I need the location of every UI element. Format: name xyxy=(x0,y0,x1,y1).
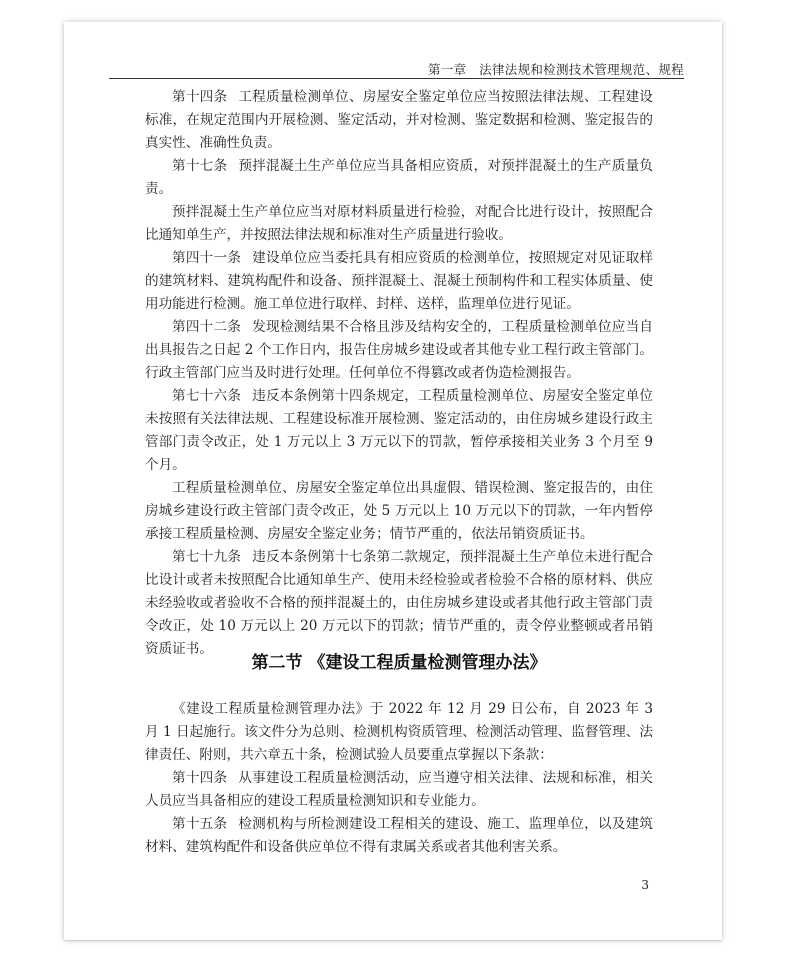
paragraph-text: 预拌混凝土生产单位应当对原材料质量进行检验，对配合比进行设计，按照配合比通知单生产，并按照法律法规和标准对生产质量进行验收。 xyxy=(145,204,653,243)
article-number: 第十七条 xyxy=(172,158,228,174)
paragraph xyxy=(145,546,653,661)
paragraph-text: 预拌混凝土生产单位应当具备相应资质，对预拌混凝土的生产质量负责。 xyxy=(145,158,654,197)
paragraph-text: 工程质量检测单位、房屋安全鉴定单位出具虚假、错误检测、鉴定报告的，由住房城乡建设行政主管部门责令改正，处 5 万元以上 10 万元以下的罚款，一年内暂停承接工程质量检测、房屋安全鉴定业务；情节严重的，依法吊销资质证书。 xyxy=(145,480,653,542)
paragraph-text: 工程质量检测单位、房屋安全鉴定单位应当按照法律法规、工程建设标准，在规定范围内开展检测、鉴定活动，并对检测、鉴定数据和检测、鉴定报告的真实性、准确性负责。 xyxy=(145,89,654,151)
paragraph xyxy=(145,86,653,155)
article-number: 第十四条 xyxy=(172,89,228,105)
paragraph xyxy=(145,698,653,767)
article-number: 第十四条 xyxy=(172,770,228,786)
body-text-block-1 xyxy=(145,86,653,661)
paragraph xyxy=(145,247,653,316)
paragraph xyxy=(145,155,653,201)
paragraph xyxy=(145,201,653,247)
paragraph-text: 检测机构与所检测建设工程相关的建设、施工、监理单位，以及建筑材料、建筑构配件和设备供应单位不得有隶属关系或者其他利害关系。 xyxy=(145,816,654,855)
paragraph xyxy=(145,767,653,813)
paragraph-text: 发现检测结果不合格且涉及结构安全的，工程质量检测单位应当自出具报告之日起 2 个工作日内，报告住房城乡建设或者其他专业工程行政主管部门。行政主管部门应当及时进行处理。任何单位不得篡改或者伪造检测报告。 xyxy=(145,319,654,381)
body-text-block-2 xyxy=(145,698,653,859)
paragraph xyxy=(145,385,653,477)
section-title: 第二节 《建设工程质量检测管理办法》 xyxy=(251,653,547,673)
article-number: 第七十六条 xyxy=(172,388,242,404)
paragraph-text: 违反本条例第十七条第二款规定，预拌混凝土生产单位未进行配合比设计或者未按照配合比通知单生产、使用未经检验或者检验不合格的原材料、供应未经验收或者验收不合格的预拌混凝土的，由住房城乡建设或者其他行政主管部门责令改正，处 10 万元以上 20 万元以下的罚款；情节严重的，责令停业整顿或者吊销资质证书。 xyxy=(145,549,654,657)
paragraph xyxy=(145,813,653,859)
header-rule xyxy=(109,78,684,79)
page-number: 3 xyxy=(641,878,649,892)
article-number: 第十五条 xyxy=(172,816,228,832)
paragraph xyxy=(145,477,653,546)
paragraph-text: 《建设工程质量检测管理办法》于 2022 年 12 月 29 日公布，自 2023 年 3 月 1 日起施行。该文件分为总则、检测机构资质管理、检测活动管理、监督管理、法律责任、附则，共六章五十条，检测试验人员要重点掌握以下条款： xyxy=(145,701,653,763)
document-page xyxy=(64,22,722,940)
paragraph xyxy=(145,316,653,385)
article-number: 第四十一条 xyxy=(172,250,242,266)
article-number: 第七十九条 xyxy=(172,549,242,565)
paragraph-text: 违反本条例第十四条规定，工程质量检测单位、房屋安全鉴定单位未按照有关法律法规、工程建设标准开展检测、鉴定活动的，由住房城乡建设行政主管部门责令改正，处 1 万元以上 3 万元以下的罚款，暂停承接相关业务 3 个月至 9 个月。 xyxy=(145,388,654,473)
article-number: 第四十二条 xyxy=(172,319,242,335)
paragraph-text: 建设单位应当委托具有相应资质的检测单位，按照规定对见证取样的建筑材料、建筑构配件和设备、预拌混凝土、混凝土预制构件和工程实体质量、使用功能进行检测。施工单位进行取样、封样、送样，监理单位进行见证。 xyxy=(145,250,654,312)
paragraph-text: 从事建设工程质量检测活动，应当遵守相关法律、法规和标准，相关人员应当具备相应的建设工程质量检测知识和专业能力。 xyxy=(145,770,654,809)
running-header: 第一章 法律法规和检测技术管理规范、规程 xyxy=(427,62,684,77)
